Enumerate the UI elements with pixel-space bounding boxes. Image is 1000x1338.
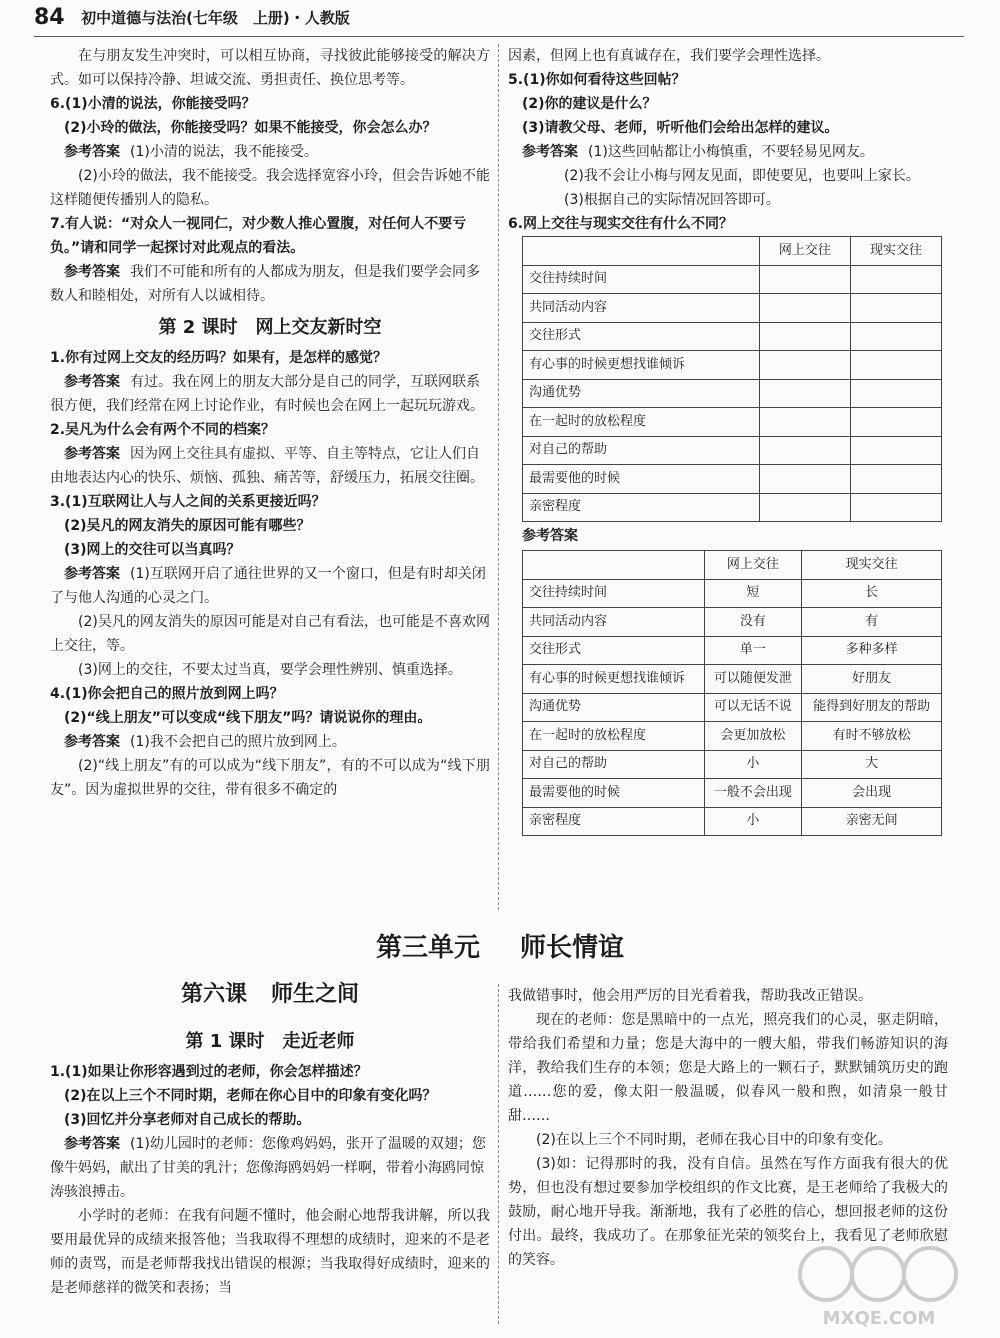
table-blank-cell (850, 294, 941, 323)
table-blank-cell (759, 436, 850, 465)
comparison-table (522, 236, 942, 522)
table-row-label: 共同活动内容 (523, 608, 705, 637)
lesson-number: 第六课 (180, 981, 247, 1007)
question: 5.(1)你如何看待这些回帖？ (508, 72, 686, 88)
watermark-logo (794, 1244, 964, 1330)
table-row-label: 有心事的时候更想找谁倾诉 (523, 351, 760, 380)
reference-answer (50, 140, 490, 164)
table-cell: 会更加放松 (704, 722, 802, 751)
sub-question: (2)吴凡的网友消失的原因可能有哪些？ (64, 518, 311, 534)
table-row (523, 665, 942, 694)
table-row (523, 408, 942, 437)
answer-text: (1)幼儿园时的老师：您像鸡妈妈，张开了温暖的双翅；您像牛妈妈，献出了甘美的乳汁；您像海鸥妈妈一样啊，带着小海鸥同惊涛骇浪搏击。 (50, 1136, 486, 1200)
question: 1.你有过网上交友的经历吗？如果有，是怎样的感觉？ (50, 350, 388, 366)
column-divider (498, 44, 499, 910)
table-blank-cell (759, 379, 850, 408)
sub-question: (3)请教父母、老师，听听他们会给出怎样的建议。 (522, 120, 839, 136)
question: 3.(1)互联网让人与人之间的关系更接近吗？ (50, 494, 326, 510)
table-row-label: 交往形式 (523, 636, 705, 665)
table-header-cell: 现实交往 (850, 237, 941, 266)
answer-label: 参考答案 (64, 734, 120, 750)
table-cell: 小 (704, 750, 802, 779)
table-blank-cell (759, 322, 850, 351)
table-blank-cell (759, 465, 850, 494)
answer-text: 因为网上交往具有虚拟、平等、自主等特点，它让人们自由地表达内心的快乐、烦恼、孤独、痛苦等，舒缓压力，拓展交往圈。 (50, 446, 484, 486)
answer-label: 参考答案 (64, 374, 120, 390)
answer-text: (1)我不会把自己的照片放到网上。 (130, 734, 346, 750)
reference-answer (50, 1132, 490, 1204)
sub-question: (2)你的建议是什么？ (522, 96, 657, 112)
table-header-cell: 现实交往 (802, 551, 942, 580)
table-row (523, 493, 942, 522)
table-header-cell (523, 237, 760, 266)
answer-text: 我们不可能和所有的人都成为朋友，但是我们要学会同多数人和睦相处，对所有人以诚相待。 (50, 264, 480, 304)
table-cell: 短 (704, 579, 802, 608)
table-cell: 会出现 (802, 779, 942, 808)
paragraph: (2)“线上朋友”有的可以成为“线下朋友”，有的不可以成为“线下朋友”。因为虚拟世界的交往，带有很多不确定的 (50, 758, 490, 798)
paragraph: (2)在以上三个不同时期，老师在我心目中的印象有变化。 (536, 1132, 892, 1148)
question: 7.有人说：“对众人一视同仁，对少数人推心置腹，对任何人不要亏负。”请和同学一起探讨对此观点的看法。 (50, 216, 467, 256)
reference-answer (508, 140, 948, 164)
table-cell: 单一 (704, 636, 802, 665)
table-cell: 长 (802, 579, 942, 608)
table-blank-cell (850, 379, 941, 408)
reference-answer (50, 370, 490, 418)
book-title: 初中道德与法治(七年级 上册)・人教版 (81, 9, 350, 27)
paragraph: (2)小玲的做法，我不能接受。我会选择宽容小玲，但会告诉她不能这样随便传播别人的隐私。 (50, 168, 490, 208)
table-row (523, 807, 942, 836)
answer-text: (1)小清的说法，我不能接受。 (130, 144, 318, 160)
table-header-cell: 网上交往 (704, 551, 802, 580)
question: 2.吴凡为什么会有两个不同的档案？ (50, 422, 276, 438)
table-row-label: 在一起时的放松程度 (523, 408, 760, 437)
lesson-name: 师生之间 (271, 981, 360, 1007)
table-row (523, 379, 942, 408)
table-row-label: 在一起时的放松程度 (523, 722, 705, 751)
reference-answer (50, 730, 490, 754)
table-row (523, 465, 942, 494)
section-name: 网上交友新时空 (255, 317, 382, 338)
table-blank-cell (759, 351, 850, 380)
question: 6.网上交往与现实交往有什么不同？ (508, 216, 734, 232)
unit-number: 第三单元 (375, 933, 480, 963)
table-blank-cell (759, 294, 850, 323)
table-row-label: 共同活动内容 (523, 294, 760, 323)
table-cell: 有 (802, 608, 942, 637)
answer-continuation: (3)根据自己的实际情况回答即可。 (564, 192, 780, 208)
answer-label: 参考答案 (64, 264, 120, 280)
sub-question: (3)网上的交往可以当真吗？ (64, 542, 241, 558)
answer-table (522, 550, 942, 836)
table-cell: 有时不够放松 (802, 722, 942, 751)
table-cell: 好朋友 (802, 665, 942, 694)
table-cell: 亲密无间 (802, 807, 942, 836)
lesson-title (50, 982, 490, 1006)
section-title (50, 1030, 490, 1054)
left-column-bottom (50, 1060, 490, 1300)
watermark-text: MXQE.COM (822, 1308, 936, 1329)
answer-label: 参考答案 (522, 528, 578, 544)
table-blank-cell (850, 322, 941, 351)
paragraph: 我做错事时，他会用严厉的目光看着我，帮助我改正错误。 (508, 988, 872, 1004)
unit-name: 师长情谊 (520, 933, 625, 963)
section-heading (50, 316, 490, 340)
reference-answer (50, 260, 490, 308)
table-row (523, 351, 942, 380)
table-row (523, 436, 942, 465)
paragraph: 因素，但网上也有真诚存在，我们要学会理性选择。 (508, 48, 830, 64)
reference-answer (50, 562, 490, 610)
right-column-top (508, 44, 948, 836)
sub-question: (2)“线上朋友”可以变成“线下朋友”吗？请说说你的理由。 (64, 710, 432, 726)
table-row-label: 最需要他的时候 (523, 465, 760, 494)
table-header-cell: 网上交往 (759, 237, 850, 266)
table-cell: 能得到好朋友的帮助 (802, 693, 942, 722)
table-cell: 小 (704, 807, 802, 836)
answer-label: 参考答案 (64, 446, 120, 462)
table-blank-cell (850, 408, 941, 437)
table-row-label: 对自己的帮助 (523, 750, 705, 779)
table-row-label: 亲密程度 (523, 493, 760, 522)
table-row-label: 交往持续时间 (523, 579, 705, 608)
question: 1.(1)如果让你形容遇到过的老师，你会怎样描述？ (50, 1064, 368, 1080)
column-divider (498, 984, 499, 1324)
table-row (523, 322, 942, 351)
left-column-top (50, 44, 490, 802)
table-row-label: 沟通优势 (523, 379, 760, 408)
table-row (523, 636, 942, 665)
table-row (523, 608, 942, 637)
header-rule (34, 36, 964, 37)
answer-text: (1)互联网开启了通往世界的又一个窗口，但是有时却关闭了与他人沟通的心灵之门。 (50, 566, 486, 606)
table-row (523, 265, 942, 294)
sub-question: (2)小玲的做法，你能接受吗？如果不能接受，你会怎么办？ (64, 120, 437, 136)
table-cell: 可以无话不说 (704, 693, 802, 722)
answer-label: 参考答案 (64, 1136, 120, 1152)
table-blank-cell (759, 408, 850, 437)
answer-text: 有过。我在网上的朋友大部分是自己的同学，互联网联系很方便，我们经常在网上讨论作业，有时候也会在网上一起玩玩游戏。 (50, 374, 484, 414)
table-row-label: 对自己的帮助 (523, 436, 760, 465)
paragraph: (3)网上的交往，不要太过当真，要学会理性辨别、慎重选择。 (78, 662, 462, 678)
sub-question: (2)在以上三个不同时期，老师在你心目中的印象有变化吗？ (64, 1088, 437, 1104)
answer-continuation: (2)我不会让小梅与网友见面，即使要见，也要叫上家长。 (564, 168, 920, 184)
table-row (523, 779, 942, 808)
table-row-label: 沟通优势 (523, 693, 705, 722)
table-row-label: 交往持续时间 (523, 265, 760, 294)
table-cell: 多种多样 (802, 636, 942, 665)
table-header-cell (523, 551, 705, 580)
table-cell: 一般不会出现 (704, 779, 802, 808)
right-column-bottom (508, 984, 948, 1272)
answer-label: 参考答案 (64, 144, 120, 160)
page-header (34, 6, 350, 34)
table-row-label: 交往形式 (523, 322, 760, 351)
table-blank-cell (850, 465, 941, 494)
table-blank-cell (850, 493, 941, 522)
sub-question: (3)回忆并分享老师对自己成长的帮助。 (64, 1112, 311, 1128)
question: 4.(1)你会把自己的照片放到网上吗？ (50, 686, 284, 702)
reference-answer (50, 442, 490, 490)
table-row (523, 722, 942, 751)
question: 6.(1)小清的说法，你能接受吗？ (50, 96, 256, 112)
section-number: 第 2 课时 (158, 317, 238, 338)
answer-text: (1)这些回帖都让小梅慎重，不要轻易见网友。 (588, 144, 874, 160)
paragraph: 现在的老师：您是黑暗中的一点光，照亮我们的心灵，驱走阴暗，带给我们希望和力量；您是大海中的一艘大船，带我们畅游知识的海洋，教给我们生存的本领；您是大路上的一颗石子，默默铺筑历史的跑道……您的爱，像太阳一般温暖，似春风一般和煦，如清泉一般甘甜…… (508, 1012, 948, 1124)
table-row (523, 294, 942, 323)
paragraph: (2)吴凡的网友消失的原因可能是对自己有看法，也可能是不喜欢网上交往，等。 (50, 614, 490, 654)
table-row (523, 750, 942, 779)
unit-title (0, 933, 1000, 963)
paragraph: 在与朋友发生冲突时，可以相互协商，寻找彼此能够接受的解决方式。如可以保持冷静、坦诚交流、勇担责任、换位思考等。 (50, 48, 490, 88)
table-blank-cell (759, 493, 850, 522)
table-cell: 可以随便发泄 (704, 665, 802, 694)
table-blank-cell (759, 265, 850, 294)
table-blank-cell (850, 351, 941, 380)
paragraph: 小学时的老师：在我有问题不懂时，他会耐心地帮我讲解，所以我要用最优异的成绩来报答他；当我取得不理想的成绩时，迎来的不是老师的责骂，而是老师帮我找出错误的根源；当我取得好成绩时，迎来的是老师慈祥的微笑和表扬；当 (50, 1208, 490, 1296)
section-name: 走近老师 (282, 1031, 355, 1052)
table-row (523, 579, 942, 608)
table-blank-cell (850, 265, 941, 294)
table-cell: 没有 (704, 608, 802, 637)
answer-label: 参考答案 (64, 566, 120, 582)
table-row-label: 亲密程度 (523, 807, 705, 836)
table-row-label: 最需要他的时候 (523, 779, 705, 808)
page-number: 84 (34, 5, 65, 30)
table-cell: 大 (802, 750, 942, 779)
answer-label: 参考答案 (522, 144, 578, 160)
paragraph: (3)如：记得那时的我，没有自信。虽然在写作方面我有很大的优势，但也没有想过要参加学校组织的作文比赛，是王老师给了我极大的鼓励，耐心地开导我。渐渐地，我有了必胜的信心，想回报老师的这份付出。最终，我成功了。在那象征光荣的领奖台上，我看见了老师欣慰的笑容。 (508, 1156, 948, 1268)
table-row-label: 有心事的时候更想找谁倾诉 (523, 665, 705, 694)
table-row (523, 693, 942, 722)
section-number: 第 1 课时 (185, 1031, 265, 1052)
table-blank-cell (850, 436, 941, 465)
